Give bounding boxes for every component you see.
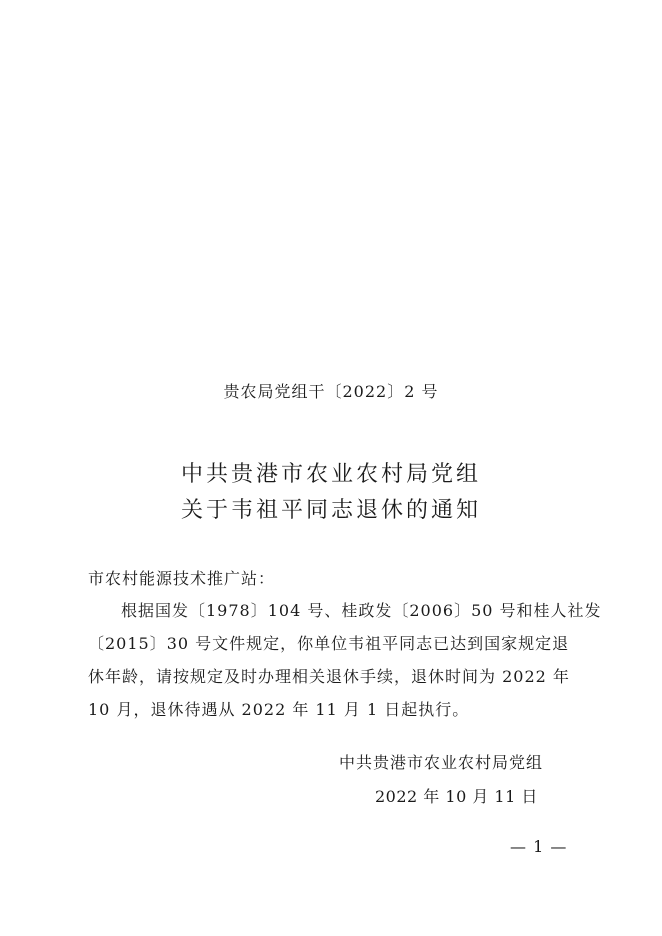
body-line: 根据国发〔1978〕104 号、桂政发〔2006〕50 号和桂人社发	[121, 601, 602, 620]
body-line: 10 月，退休待遇从 2022 年 11 月 1 日起执行。	[88, 700, 470, 719]
document-number: 贵农局党组干〔2022〕2 号	[223, 382, 439, 401]
document-title-line-1: 中共贵港市农业农村局党组	[180, 462, 481, 487]
body-line: 休年龄，请按规定及时办理相关退休手续，退休时间为 2022 年	[88, 667, 570, 686]
addressee: 市农村能源技术推广站：	[88, 569, 276, 588]
body-line: 〔2015〕30 号文件规定，你单位韦祖平同志已达到国家规定退	[88, 634, 570, 653]
page-number: — 1 —	[510, 837, 568, 856]
signature-organization: 中共贵港市农业农村局党组	[339, 753, 544, 772]
document-title-line-2: 关于韦祖平同志退休的通知	[180, 498, 481, 523]
signature-date: 2022 年 10 月 11 日	[375, 787, 538, 806]
